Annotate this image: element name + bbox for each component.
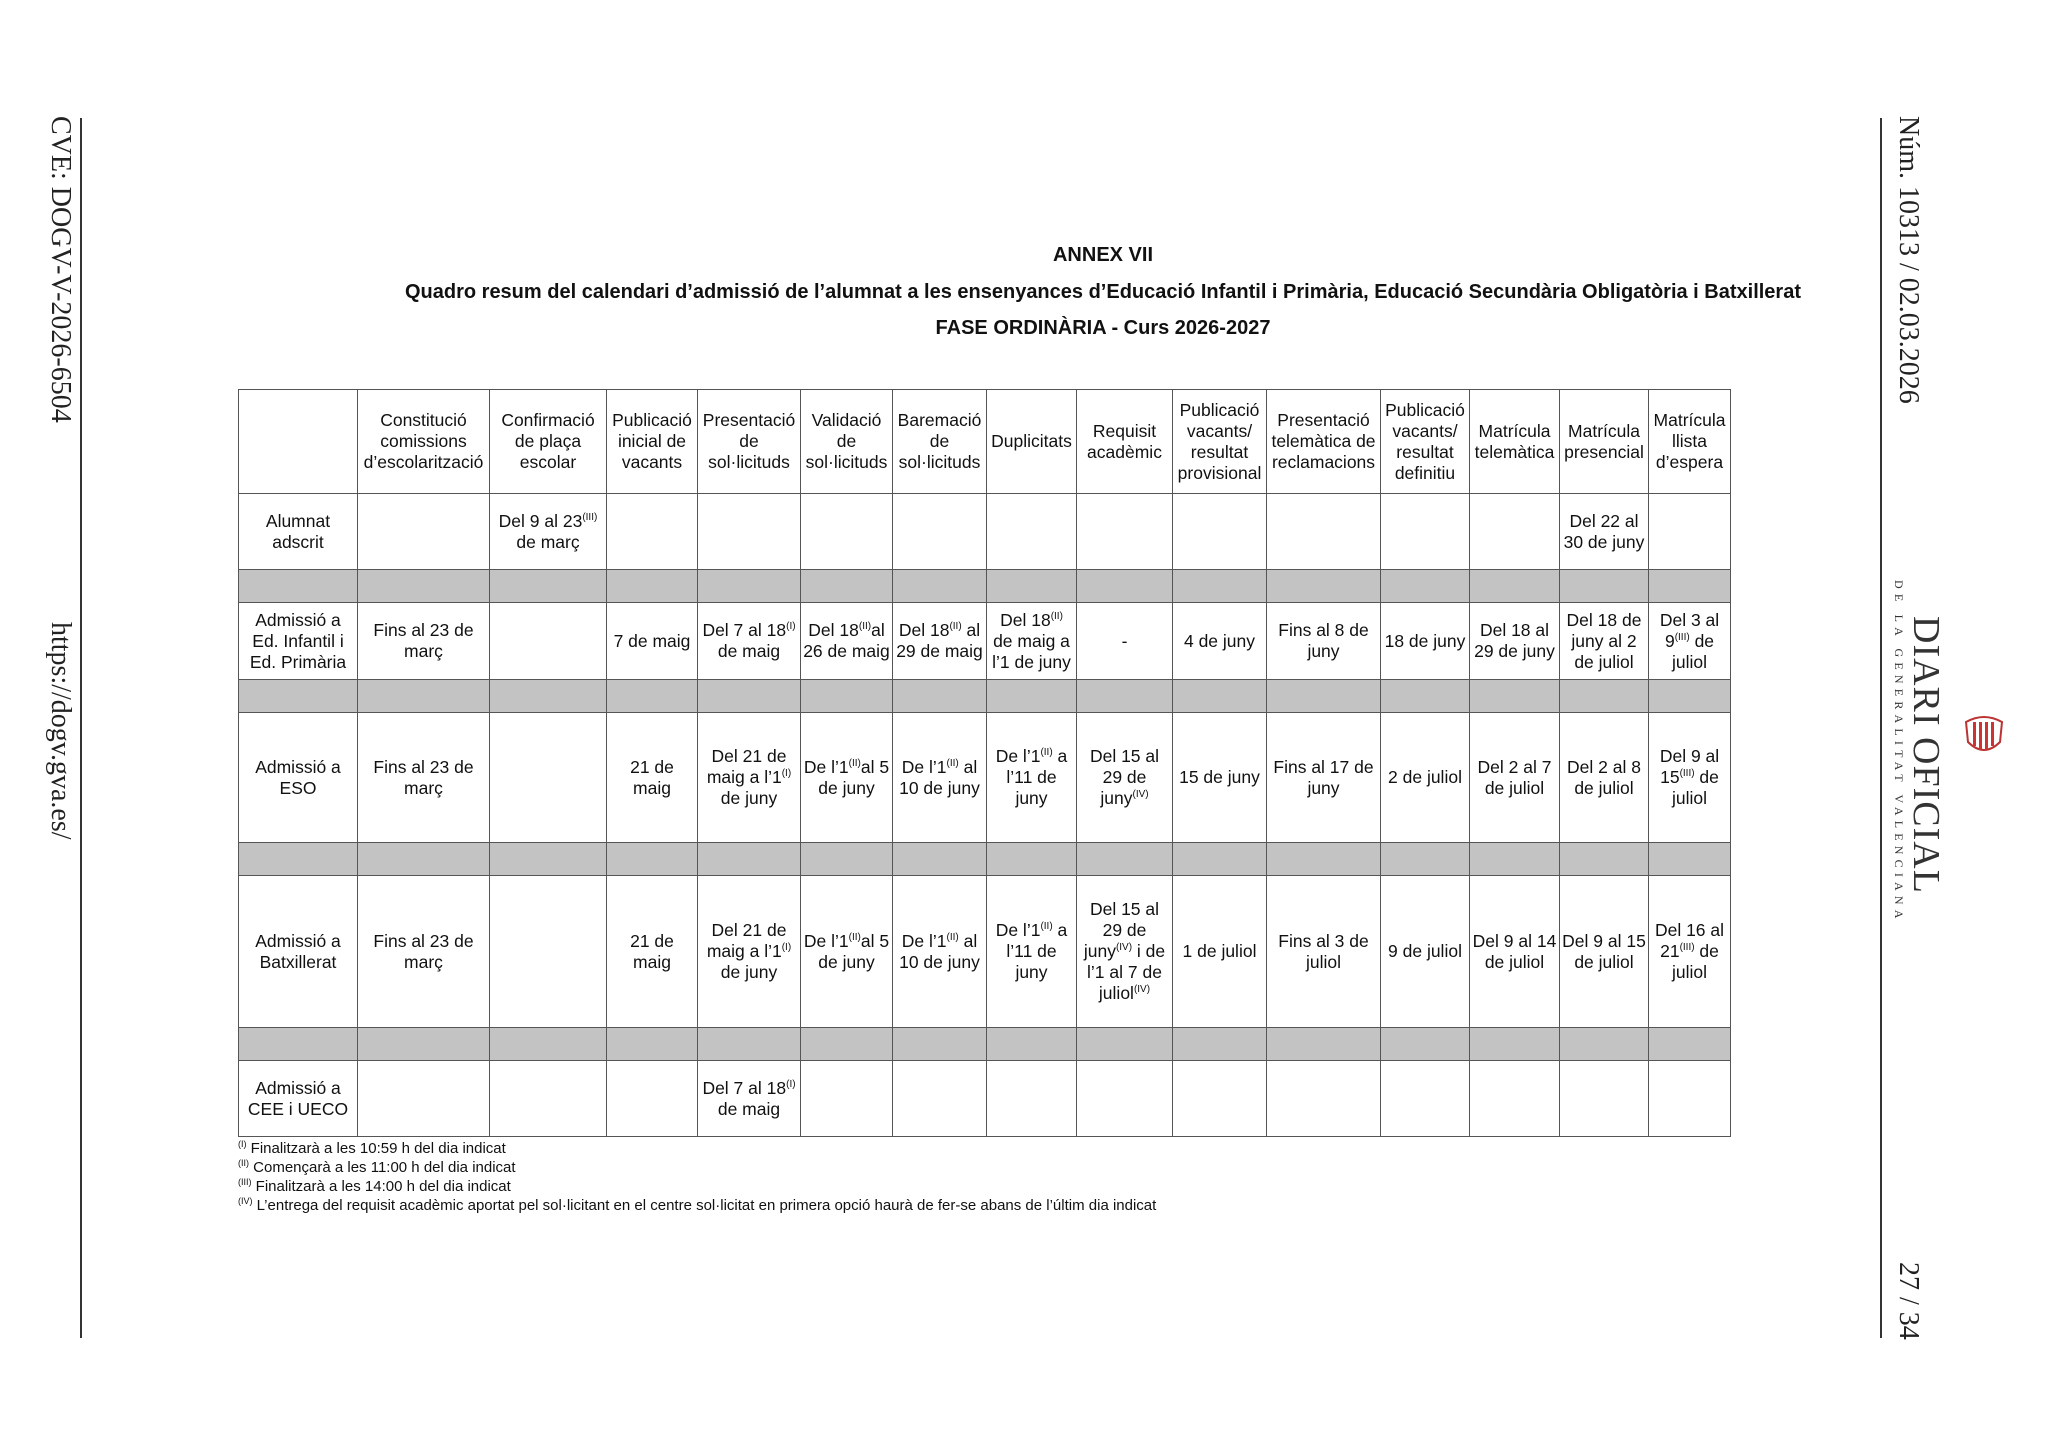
admission-calendar-table [238,389,1731,1137]
left-margin-rule [80,118,82,1338]
separator-cell [893,843,987,876]
separator-row [239,1028,1731,1061]
separator-cell [607,1028,698,1061]
column-header: Matrícula llista d’espera [1649,390,1731,494]
table-cell: Del 15 al 29 de juny$^{(IV)}$ i de l’1 al 7 de juliol$^{(IV)}$ [1077,876,1173,1028]
header-row [239,390,1731,494]
separator-cell [1267,570,1381,603]
table-cell: Del 2 al 8 de juliol [1560,713,1649,843]
separator-cell [893,1028,987,1061]
separator-cell [1649,570,1731,603]
separator-row [239,843,1731,876]
table-row [239,603,1731,680]
separator-cell [1381,1028,1470,1061]
separator-cell [607,570,698,603]
separator-cell [1173,843,1267,876]
logo-subtitle: DE LA GENERALITAT VALENCIANA [1892,580,1906,924]
table-cell [490,603,607,680]
issue-number-date: Núm. 10313 / 02.03.2026 [1893,116,1924,404]
table-cell: 21 de maig [607,876,698,1028]
table-cell: Del $18^{(II)}$ al 29 de maig [893,603,987,680]
separator-cell [698,843,801,876]
column-header: Publicació vacants/ resultat provisional [1173,390,1267,494]
separator-cell [239,1028,358,1061]
separator-cell [698,680,801,713]
table-cell [801,1061,893,1137]
table-cell [987,1061,1077,1137]
column-header: Requisit acadèmic [1077,390,1173,494]
logo-title: DIARI OFICIAL [1905,616,1947,894]
separator-cell [1267,1028,1381,1061]
table-cell [893,494,987,570]
separator-cell [490,570,607,603]
table-cell [1077,1061,1173,1137]
phase-title: FASE ORDINÀRIA - Curs 2026-2027 [935,317,1271,339]
table-row [239,494,1731,570]
separator-cell [358,1028,490,1061]
generalitat-emblem-icon [1962,712,2006,762]
row-label: Admissió a Ed. Infantil i Ed. Primària [239,603,358,680]
table-cell: 18 de juny [1381,603,1470,680]
separator-cell [239,680,358,713]
table-cell: Fins al 23 de març [358,603,490,680]
table-cell [893,1061,987,1137]
column-header: Confirmació de plaça escolar [490,390,607,494]
table-cell: Del 9 al $23^{(III)}$ de març [490,494,607,570]
separator-row [239,570,1731,603]
separator-row [239,680,1731,713]
separator-cell [1470,1028,1560,1061]
table-cell [987,494,1077,570]
table-row [239,713,1731,843]
table-cell: - [1077,603,1173,680]
separator-cell [607,680,698,713]
table-cell: 15 de juny [1173,713,1267,843]
footnote: $^{(I)}$ Finalitzarà a les 10:59 h del dia indicat [238,1139,506,1157]
table-cell [607,494,698,570]
separator-cell [1649,1028,1731,1061]
separator-cell [1267,843,1381,876]
separator-cell [358,570,490,603]
separator-cell [1173,680,1267,713]
separator-cell [1560,843,1649,876]
footnote: $^{(II)}$ Començarà a les 11:00 h del dia indicat [238,1158,516,1176]
footnote: $^{(IV)}$ L’entrega del requisit acadèmic aportat pel sol·licitant en el centre sol·licitat en primera opció haurà de fer-se abans de l’últim dia indicat [238,1196,1157,1214]
row-label: Admissió a ESO [239,713,358,843]
footnote: $^{(III)}$ Finalitzarà a les 14:00 h del dia indicat [238,1177,511,1195]
table-cell [490,713,607,843]
table-cell: Fins al 3 de juliol [1267,876,1381,1028]
table-cell: Fins al 17 de juny [1267,713,1381,843]
separator-cell [490,1028,607,1061]
separator-cell [987,843,1077,876]
dogv-url[interactable]: https://dogv.gva.es/ [45,622,76,840]
table-cell: Del 3 al $9^{(III)}$ de juliol [1649,603,1731,680]
table-cell: Del 18 de juny al 2 de juliol [1560,603,1649,680]
column-header [239,390,358,494]
row-label: Admissió a CEE i UECO [239,1061,358,1137]
table-cell [1267,1061,1381,1137]
table-cell [358,494,490,570]
table-cell: Del $18^{(II)}al$ 26 de maig [801,603,893,680]
separator-cell [1077,843,1173,876]
separator-cell [1560,1028,1649,1061]
separator-cell [1381,843,1470,876]
separator-cell [358,843,490,876]
separator-cell [607,843,698,876]
table-cell: De $l’1^{(II)}al$ 5 de juny [801,876,893,1028]
table-cell: Del 9 al 14 de juliol [1470,876,1560,1028]
table-cell: 7 de maig [607,603,698,680]
table-cell: De $l’1^{(II)}$ a l’11 de juny [987,713,1077,843]
table-cell: Fins al 8 de juny [1267,603,1381,680]
page-number: 27 / 34 [1893,1262,1924,1340]
table-cell [1173,494,1267,570]
separator-cell [1470,570,1560,603]
separator-cell [1077,680,1173,713]
annex-title: ANNEX VII [1052,244,1154,266]
table-cell [1649,1061,1731,1137]
table-cell [1470,1061,1560,1137]
table-cell: Del 9 al 15 de juliol [1560,876,1649,1028]
annex-subtitle: Quadro resum del calendari d’admissió de l’alumnat a les ensenyances d’Educació Infantil i Primària, Educació Secundària Obligatòria i Batxillerat [404,281,1801,303]
separator-cell [987,570,1077,603]
table-cell: De $l’1^{(II)}$ a l’11 de juny [987,876,1077,1028]
separator-cell [1381,680,1470,713]
table-cell [1381,494,1470,570]
separator-cell [490,680,607,713]
table-cell [490,876,607,1028]
table-cell: Del 7 al $18^{(I)}$ de maig [698,1061,801,1137]
separator-cell [1173,1028,1267,1061]
separator-cell [987,1028,1077,1061]
table-cell: Del 22 al 30 de juny [1560,494,1649,570]
table-cell [1077,494,1173,570]
footnotes [238,1139,1156,1215]
separator-cell [1649,680,1731,713]
table-row [239,876,1731,1028]
table-cell: Del 7 al $18^{(I)}$ de maig [698,603,801,680]
separator-cell [1470,680,1560,713]
column-header: Validació de sol·licituds [801,390,893,494]
table-cell: Del 21 de maig a $l’1^{(I)}$ de juny [698,876,801,1028]
cve-identifier: CVE: DOGV-V-2026-6504 [45,116,76,423]
table-cell [1381,1061,1470,1137]
table-cell [1649,494,1731,570]
table-cell: Del 18 al 29 de juny [1470,603,1560,680]
row-label: Admissió a Batxillerat [239,876,358,1028]
separator-cell [893,680,987,713]
row-label: Alumnat adscrit [239,494,358,570]
table-cell: Fins al 23 de març [358,713,490,843]
separator-cell [1173,570,1267,603]
separator-cell [490,843,607,876]
table-cell: Del 16 al $21^{(III)}$ de juliol [1649,876,1731,1028]
separator-cell [1077,570,1173,603]
table-cell: De $l’1^{(II)}$ al 10 de juny [893,876,987,1028]
separator-cell [801,843,893,876]
separator-cell [987,680,1077,713]
table-cell: De $l’1^{(II)}al$ 5 de juny [801,713,893,843]
table-cell [1267,494,1381,570]
table-cell: Del 21 de maig a $l’1^{(I)}$ de juny [698,713,801,843]
table-cell [1470,494,1560,570]
column-header: Publicació vacants/ resultat definitiu [1381,390,1470,494]
separator-cell [698,1028,801,1061]
separator-cell [239,570,358,603]
table-cell [698,494,801,570]
separator-cell [1077,1028,1173,1061]
column-header: Presentació telemàtica de reclamacions [1267,390,1381,494]
column-header: Presentació de sol·licituds [698,390,801,494]
column-header: Publicació inicial de vacants [607,390,698,494]
table-cell [358,1061,490,1137]
separator-cell [698,570,801,603]
column-header: Matrícula telemàtica [1470,390,1560,494]
separator-cell [1470,843,1560,876]
separator-cell [801,570,893,603]
table-cell [607,1061,698,1137]
table-cell: 2 de juliol [1381,713,1470,843]
separator-cell [893,570,987,603]
table-cell: Del 9 al $15^{(III)}$ de juliol [1649,713,1731,843]
column-header: Duplicitats [987,390,1077,494]
separator-cell [1560,680,1649,713]
table-cell [801,494,893,570]
separator-cell [1381,570,1470,603]
table-cell: 4 de juny [1173,603,1267,680]
table-cell: Fins al 23 de març [358,876,490,1028]
separator-cell [801,1028,893,1061]
table-cell: Del $18^{(II)}$ de maig a l’1 de juny [987,603,1077,680]
table-cell [1173,1061,1267,1137]
table-cell: 9 de juliol [1381,876,1470,1028]
separator-cell [239,843,358,876]
column-header: Matrícula presencial [1560,390,1649,494]
table-cell: Del 2 al 7 de juliol [1470,713,1560,843]
table-cell: 21 de maig [607,713,698,843]
separator-cell [358,680,490,713]
table-cell: De $l’1^{(II)}$ al 10 de juny [893,713,987,843]
separator-cell [1649,843,1731,876]
table-cell: Del 15 al 29 de juny$^{(IV)}$ [1077,713,1173,843]
column-header: Constitució comissions d’escolarització [358,390,490,494]
column-header: Baremació de sol·licituds [893,390,987,494]
table-cell [1560,1061,1649,1137]
separator-cell [801,680,893,713]
table-cell: 1 de juliol [1173,876,1267,1028]
table-cell [490,1061,607,1137]
table-row [239,1061,1731,1137]
separator-cell [1560,570,1649,603]
separator-cell [1267,680,1381,713]
